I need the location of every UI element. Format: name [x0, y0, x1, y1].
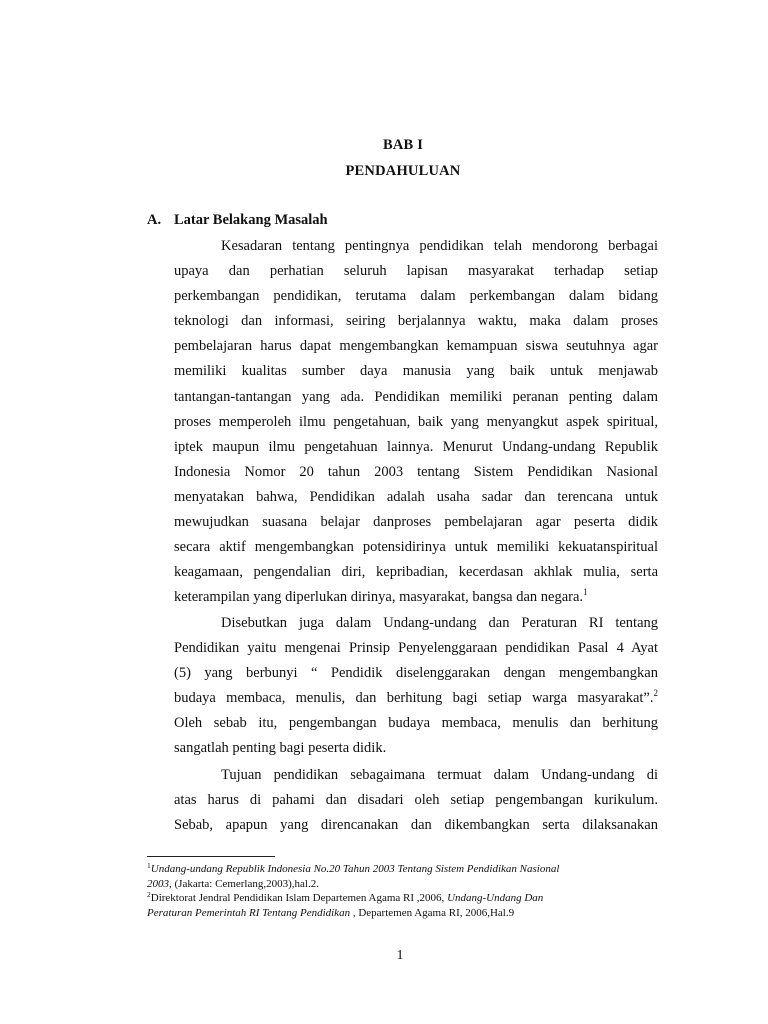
- text-line: teknologi dan informasi, seiring berjalannya waktu, maka dalam proses: [174, 313, 658, 330]
- footnote-source-title: Undang-undang Republik Indonesia No.20 Tahun 2003 Tentang Sistem Pendidikan Nasional: [150, 863, 560, 875]
- text-line: Sebab, apapun yang direncanakan dan dikembangkan serta dilaksanakan: [174, 817, 658, 834]
- paragraph-1: [174, 234, 658, 610]
- text-line-content: keterampilan yang diperlukan dirinya, masyarakat, bangsa dan negara.: [174, 589, 584, 606]
- section-title: Latar Belakang Masalah: [174, 212, 328, 228]
- footnote-number: 2: [147, 890, 151, 899]
- text-line: keagamaan, pengendalian diri, kepribadian, kecerdasan akhlak mulia, serta: [174, 564, 658, 581]
- text-line: sangatlah penting bagi peserta didik.: [174, 740, 387, 757]
- section-heading: [147, 212, 328, 229]
- footnote-citation: , Departemen Agama RI, 2006,Hal.9: [350, 906, 515, 919]
- page-number: 1: [396, 948, 404, 963]
- paragraph-2: [174, 611, 658, 762]
- text-line: atas harus di pahami dan disadari oleh setiap pengembangan kurikulum.: [174, 792, 658, 809]
- text-line: mewujudkan suasana belajar danproses pembelajaran agar peserta didik: [174, 514, 658, 531]
- footnote-author: Direktorat Jendral Pendidikan Islam Departemen Agama RI ,2006,: [150, 892, 448, 904]
- footnote-source-title: Undang-Undang Dan: [447, 892, 544, 904]
- text-line: Kesadaran tentang pentingnya pendidikan telah mendorong berbagai: [221, 238, 658, 254]
- footnote-1-cont: [147, 877, 667, 892]
- text-line: upaya dan perhatian seluruh lapisan masyarakat terhadap setiap: [174, 263, 658, 280]
- footnote-source-title: 2003: [147, 877, 169, 890]
- text-line: Indonesia Nomor 20 tahun 2003 tentang Sistem Pendidikan Nasional: [174, 463, 658, 480]
- paragraph-3: [174, 763, 658, 838]
- text-line: [174, 686, 658, 711]
- text-line-content: budaya membaca, menulis, dan berhitung bagi setiap warga masyarakat”.: [174, 690, 654, 707]
- footnotes: [147, 862, 667, 920]
- text-line: memiliki kualitas sumber daya manusia yang baik untuk menjawab: [174, 363, 658, 380]
- footnote-number: 1: [147, 861, 151, 870]
- text-line: tantangan-tantangan yang ada. Pendidikan memiliki peranan penting dalam: [174, 388, 658, 405]
- section-number: A.: [147, 212, 162, 228]
- text-line: iptek maupun ilmu pengetahuan lainnya. Menurut Undang-undang Republik: [174, 438, 658, 455]
- footnote-ref: 1: [583, 587, 588, 598]
- footnote-citation: , (Jakarta: Cemerlang,2003),hal.2.: [169, 877, 319, 890]
- text-line: perkembangan pendidikan, terutama dalam perkembangan dalam bidang: [174, 288, 658, 305]
- text-line: secara aktif mengembangkan potensidirinya untuk memiliki kekuatanspiritual: [174, 539, 658, 556]
- text-line: proses memperoleh ilmu pengetahuan, baik yang menyangkut aspek spiritual,: [174, 413, 658, 430]
- text-line: Tujuan pendidikan sebagaimana termuat dalam Undang-undang di: [221, 767, 658, 783]
- footnote-2: [147, 891, 667, 906]
- chapter-label: BAB I: [382, 137, 424, 153]
- text-line: Pendidikan yaitu mengenai Prinsip Penyelenggaraan pendidikan Pasal 4 Ayat: [174, 640, 658, 657]
- chapter-title: PENDAHULUAN: [345, 163, 461, 179]
- footnote-1: [147, 862, 667, 877]
- text-line: menyatakan bahwa, Pendidikan adalah usaha sadar dan terencana untuk: [174, 488, 658, 505]
- footnote-separator: [147, 856, 275, 857]
- text-line: (5) yang berbunyi “ Pendidik diselenggarakan dengan mengembangkan: [174, 665, 658, 682]
- footnote-ref: 2: [653, 688, 658, 699]
- text-line: pembelajaran harus dapat mengembangkan kemampuan siswa seutuhnya agar: [174, 338, 658, 355]
- text-line: [174, 585, 658, 610]
- footnote-2-cont: [147, 906, 667, 921]
- footnote-source-title: Peraturan Pemerintah RI Tentang Pendidikan: [147, 906, 351, 919]
- text-line: Oleh sebab itu, pengembangan budaya membaca, menulis dan berhitung: [174, 715, 658, 732]
- text-line: Disebutkan juga dalam Undang-undang dan Peraturan RI tentang: [221, 615, 658, 631]
